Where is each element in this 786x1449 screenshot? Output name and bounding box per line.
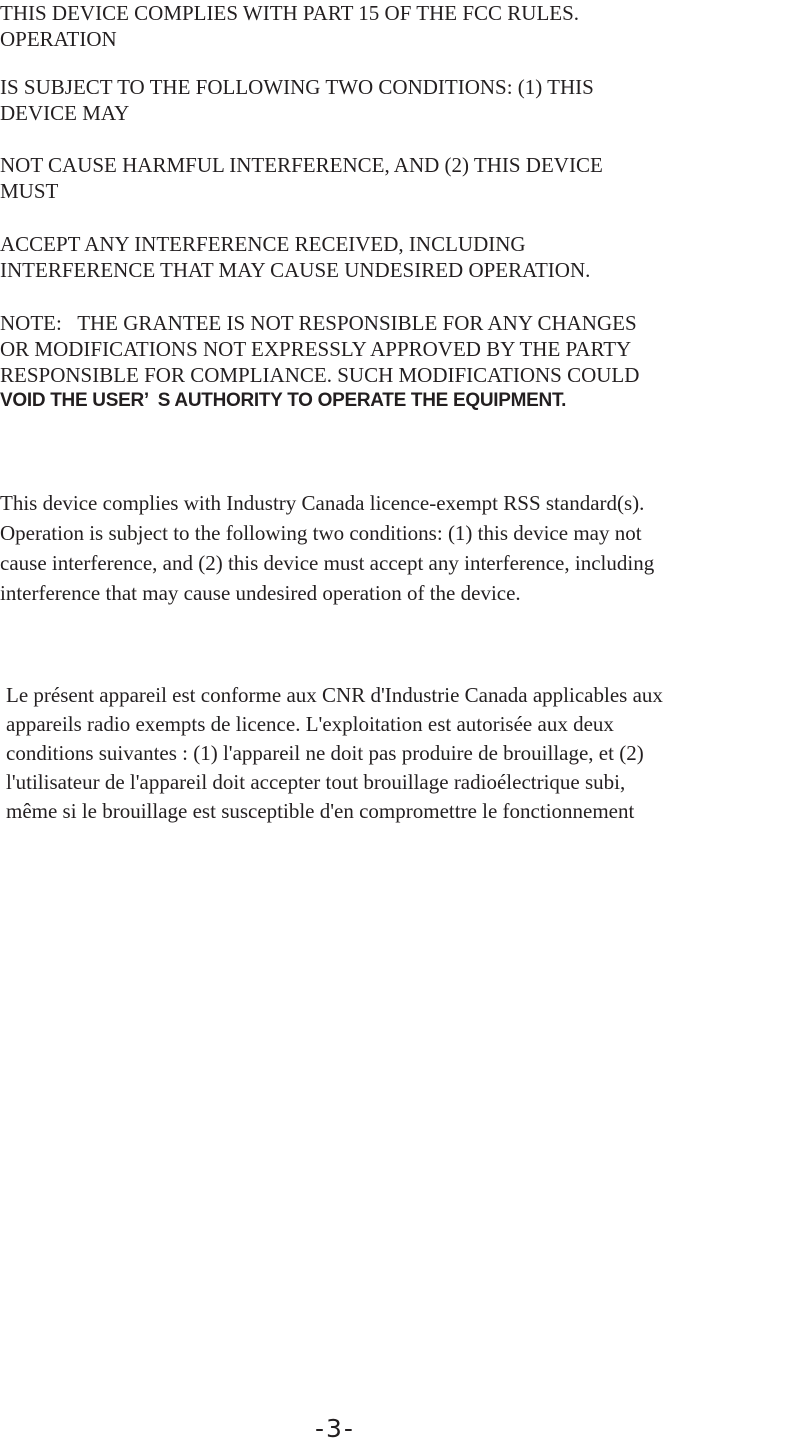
text-line: NOT CAUSE HARMFUL INTERFERENCE, AND (2) THIS DEVICE <box>0 153 603 177</box>
text-line: cause interference, and (2) this device must accept any interference, including <box>0 551 655 575</box>
text-line: MUST <box>0 179 59 203</box>
text-line: VOID THE USER’ S AUTHORITY TO OPERATE THE EQUIPMENT. <box>0 390 567 411</box>
text-line: THIS DEVICE COMPLIES WITH PART 15 OF THE FCC RULES. <box>0 1 580 25</box>
text-line: Le présent appareil est conforme aux CNR d'Industrie Canada applicables aux <box>6 683 663 707</box>
text-line: OR MODIFICATIONS NOT EXPRESSLY APPROVED BY THE PARTY <box>0 337 632 361</box>
text-line: ACCEPT ANY INTERFERENCE RECEIVED, INCLUDING <box>0 232 526 256</box>
fcc-note <box>0 310 639 414</box>
text-line: appareils radio exempts de licence. L'exploitation est autorisée aux deux <box>6 712 614 736</box>
text-line: même si le brouillage est susceptible d'en compromettre le fonctionnement <box>6 799 635 823</box>
page-number: -3- <box>315 1414 355 1443</box>
text-line: l'utilisateur de l'appareil doit accepter tout brouillage radioélectrique subi, <box>6 770 626 794</box>
fcc-paragraph-4 <box>0 231 590 283</box>
ic-compliance-statement-french <box>6 681 786 826</box>
fcc-paragraph-1 <box>0 0 579 52</box>
text-line: IS SUBJECT TO THE FOLLOWING TWO CONDITIONS: (1) THIS <box>0 75 594 99</box>
fcc-paragraph-2 <box>0 74 594 126</box>
text-line: This device complies with Industry Canada licence-exempt RSS standard(s). <box>0 491 645 515</box>
text-line: interference that may cause undesired operation of the device. <box>0 581 521 605</box>
fcc-paragraph-3 <box>0 152 603 204</box>
text-line: Operation is subject to the following two conditions: (1) this device may not <box>0 521 642 545</box>
text-line: INTERFERENCE THAT MAY CAUSE UNDESIRED OPERATION. <box>0 258 591 282</box>
text-line: NOTE: THE GRANTEE IS NOT RESPONSIBLE FOR ANY CHANGES <box>0 311 637 335</box>
text-line: OPERATION <box>0 27 117 51</box>
text-line: RESPONSIBLE FOR COMPLIANCE. SUCH MODIFICATIONS COULD <box>0 363 640 387</box>
text-line: conditions suivantes : (1) l'appareil ne doit pas produire de brouillage, et (2) <box>6 741 644 765</box>
ic-compliance-statement <box>0 488 786 608</box>
text-line: DEVICE MAY <box>0 101 130 125</box>
